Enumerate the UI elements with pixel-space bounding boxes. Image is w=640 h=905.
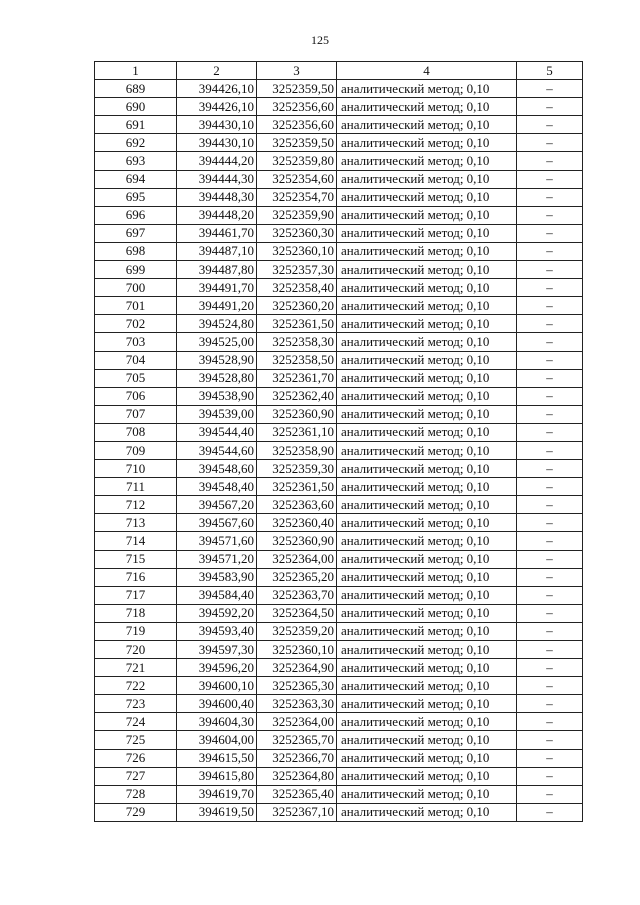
x-coordinate-cell: 394615,80	[177, 767, 257, 785]
y-coordinate-cell: 3252363,70	[257, 586, 337, 604]
point-number-cell: 689	[95, 80, 177, 98]
point-number-cell: 694	[95, 170, 177, 188]
table-row	[95, 134, 583, 152]
table-row	[95, 749, 583, 767]
note-cell: –	[517, 568, 583, 586]
x-coordinate-cell: 394461,70	[177, 224, 257, 242]
table-row	[95, 80, 583, 98]
table-row	[95, 152, 583, 170]
method-accuracy-cell: аналитический метод; 0,10	[337, 116, 517, 134]
point-number-cell: 704	[95, 351, 177, 369]
method-accuracy-cell: аналитический метод; 0,10	[337, 242, 517, 260]
x-coordinate-cell: 394567,20	[177, 496, 257, 514]
y-coordinate-cell: 3252359,20	[257, 622, 337, 640]
method-accuracy-cell: аналитический метод; 0,10	[337, 98, 517, 116]
point-number-cell: 729	[95, 803, 177, 821]
table-row	[95, 695, 583, 713]
note-cell: –	[517, 749, 583, 767]
method-accuracy-cell: аналитический метод; 0,10	[337, 803, 517, 821]
column-header-5: 5	[517, 62, 583, 80]
table-row	[95, 188, 583, 206]
table-row	[95, 514, 583, 532]
point-number-cell: 726	[95, 749, 177, 767]
point-number-cell: 692	[95, 134, 177, 152]
note-cell: –	[517, 315, 583, 333]
method-accuracy-cell: аналитический метод; 0,10	[337, 604, 517, 622]
y-coordinate-cell: 3252365,70	[257, 731, 337, 749]
coordinates-table	[94, 61, 583, 822]
table-row	[95, 677, 583, 695]
table-row	[95, 785, 583, 803]
point-number-cell: 708	[95, 423, 177, 441]
y-coordinate-cell: 3252361,10	[257, 423, 337, 441]
point-number-cell: 721	[95, 659, 177, 677]
method-accuracy-cell: аналитический метод; 0,10	[337, 369, 517, 387]
table-row	[95, 641, 583, 659]
y-coordinate-cell: 3252358,40	[257, 279, 337, 297]
table-row	[95, 242, 583, 260]
note-cell: –	[517, 785, 583, 803]
x-coordinate-cell: 394597,30	[177, 641, 257, 659]
x-coordinate-cell: 394604,30	[177, 713, 257, 731]
point-number-cell: 710	[95, 460, 177, 478]
note-cell: –	[517, 514, 583, 532]
y-coordinate-cell: 3252366,70	[257, 749, 337, 767]
table-row	[95, 767, 583, 785]
x-coordinate-cell: 394487,10	[177, 242, 257, 260]
x-coordinate-cell: 394444,30	[177, 170, 257, 188]
x-coordinate-cell: 394444,20	[177, 152, 257, 170]
point-number-cell: 714	[95, 532, 177, 550]
y-coordinate-cell: 3252360,90	[257, 405, 337, 423]
x-coordinate-cell: 394430,10	[177, 116, 257, 134]
x-coordinate-cell: 394619,50	[177, 803, 257, 821]
note-cell: –	[517, 170, 583, 188]
point-number-cell: 700	[95, 279, 177, 297]
x-coordinate-cell: 394491,70	[177, 279, 257, 297]
note-cell: –	[517, 80, 583, 98]
x-coordinate-cell: 394571,60	[177, 532, 257, 550]
x-coordinate-cell: 394600,40	[177, 695, 257, 713]
table-row	[95, 369, 583, 387]
method-accuracy-cell: аналитический метод; 0,10	[337, 659, 517, 677]
y-coordinate-cell: 3252358,50	[257, 351, 337, 369]
point-number-cell: 713	[95, 514, 177, 532]
method-accuracy-cell: аналитический метод; 0,10	[337, 622, 517, 640]
x-coordinate-cell: 394583,90	[177, 568, 257, 586]
y-coordinate-cell: 3252365,40	[257, 785, 337, 803]
table-row	[95, 423, 583, 441]
point-number-cell: 702	[95, 315, 177, 333]
x-coordinate-cell: 394593,40	[177, 622, 257, 640]
point-number-cell: 727	[95, 767, 177, 785]
column-header-2: 2	[177, 62, 257, 80]
table-row	[95, 803, 583, 821]
table-row	[95, 387, 583, 405]
method-accuracy-cell: аналитический метод; 0,10	[337, 785, 517, 803]
y-coordinate-cell: 3252354,60	[257, 170, 337, 188]
x-coordinate-cell: 394604,00	[177, 731, 257, 749]
y-coordinate-cell: 3252357,30	[257, 261, 337, 279]
method-accuracy-cell: аналитический метод; 0,10	[337, 460, 517, 478]
method-accuracy-cell: аналитический метод; 0,10	[337, 333, 517, 351]
y-coordinate-cell: 3252360,90	[257, 532, 337, 550]
x-coordinate-cell: 394544,60	[177, 441, 257, 459]
point-number-cell: 719	[95, 622, 177, 640]
y-coordinate-cell: 3252364,00	[257, 713, 337, 731]
table-row	[95, 622, 583, 640]
note-cell: –	[517, 134, 583, 152]
column-header-4: 4	[337, 62, 517, 80]
table-row	[95, 405, 583, 423]
method-accuracy-cell: аналитический метод; 0,10	[337, 170, 517, 188]
method-accuracy-cell: аналитический метод; 0,10	[337, 550, 517, 568]
method-accuracy-cell: аналитический метод; 0,10	[337, 478, 517, 496]
note-cell: –	[517, 279, 583, 297]
method-accuracy-cell: аналитический метод; 0,10	[337, 134, 517, 152]
method-accuracy-cell: аналитический метод; 0,10	[337, 749, 517, 767]
point-number-cell: 720	[95, 641, 177, 659]
method-accuracy-cell: аналитический метод; 0,10	[337, 586, 517, 604]
x-coordinate-cell: 394487,80	[177, 261, 257, 279]
method-accuracy-cell: аналитический метод; 0,10	[337, 405, 517, 423]
point-number-cell: 703	[95, 333, 177, 351]
point-number-cell: 716	[95, 568, 177, 586]
method-accuracy-cell: аналитический метод; 0,10	[337, 568, 517, 586]
x-coordinate-cell: 394619,70	[177, 785, 257, 803]
table-row	[95, 261, 583, 279]
page-number: 125	[311, 33, 329, 47]
y-coordinate-cell: 3252365,20	[257, 568, 337, 586]
method-accuracy-cell: аналитический метод; 0,10	[337, 224, 517, 242]
x-coordinate-cell: 394426,10	[177, 80, 257, 98]
point-number-cell: 707	[95, 405, 177, 423]
note-cell: –	[517, 496, 583, 514]
table-row	[95, 224, 583, 242]
x-coordinate-cell: 394426,10	[177, 98, 257, 116]
y-coordinate-cell: 3252364,90	[257, 659, 337, 677]
y-coordinate-cell: 3252354,70	[257, 188, 337, 206]
note-cell: –	[517, 532, 583, 550]
y-coordinate-cell: 3252358,90	[257, 441, 337, 459]
method-accuracy-cell: аналитический метод; 0,10	[337, 279, 517, 297]
note-cell: –	[517, 550, 583, 568]
x-coordinate-cell: 394548,40	[177, 478, 257, 496]
note-cell: –	[517, 713, 583, 731]
y-coordinate-cell: 3252364,00	[257, 550, 337, 568]
x-coordinate-cell: 394448,30	[177, 188, 257, 206]
note-cell: –	[517, 622, 583, 640]
note-cell: –	[517, 152, 583, 170]
point-number-cell: 715	[95, 550, 177, 568]
point-number-cell: 724	[95, 713, 177, 731]
method-accuracy-cell: аналитический метод; 0,10	[337, 496, 517, 514]
x-coordinate-cell: 394491,20	[177, 297, 257, 315]
table-row	[95, 98, 583, 116]
table-row	[95, 478, 583, 496]
table-row	[95, 731, 583, 749]
table-row	[95, 550, 583, 568]
method-accuracy-cell: аналитический метод; 0,10	[337, 731, 517, 749]
x-coordinate-cell: 394524,80	[177, 315, 257, 333]
x-coordinate-cell: 394525,00	[177, 333, 257, 351]
y-coordinate-cell: 3252363,30	[257, 695, 337, 713]
y-coordinate-cell: 3252362,40	[257, 387, 337, 405]
note-cell: –	[517, 423, 583, 441]
x-coordinate-cell: 394584,40	[177, 586, 257, 604]
method-accuracy-cell: аналитический метод; 0,10	[337, 767, 517, 785]
y-coordinate-cell: 3252359,80	[257, 152, 337, 170]
point-number-cell: 712	[95, 496, 177, 514]
note-cell: –	[517, 333, 583, 351]
y-coordinate-cell: 3252359,30	[257, 460, 337, 478]
note-cell: –	[517, 478, 583, 496]
point-number-cell: 722	[95, 677, 177, 695]
note-cell: –	[517, 351, 583, 369]
table-row	[95, 206, 583, 224]
point-number-cell: 711	[95, 478, 177, 496]
x-coordinate-cell: 394430,10	[177, 134, 257, 152]
y-coordinate-cell: 3252361,50	[257, 315, 337, 333]
method-accuracy-cell: аналитический метод; 0,10	[337, 695, 517, 713]
table-row	[95, 116, 583, 134]
note-cell: –	[517, 695, 583, 713]
y-coordinate-cell: 3252365,30	[257, 677, 337, 695]
method-accuracy-cell: аналитический метод; 0,10	[337, 206, 517, 224]
point-number-cell: 699	[95, 261, 177, 279]
method-accuracy-cell: аналитический метод; 0,10	[337, 441, 517, 459]
table-row	[95, 279, 583, 297]
method-accuracy-cell: аналитический метод; 0,10	[337, 423, 517, 441]
x-coordinate-cell: 394538,90	[177, 387, 257, 405]
point-number-cell: 698	[95, 242, 177, 260]
table-row	[95, 170, 583, 188]
note-cell: –	[517, 767, 583, 785]
table-row	[95, 532, 583, 550]
note-cell: –	[517, 242, 583, 260]
method-accuracy-cell: аналитический метод; 0,10	[337, 514, 517, 532]
note-cell: –	[517, 369, 583, 387]
point-number-cell: 696	[95, 206, 177, 224]
x-coordinate-cell: 394615,50	[177, 749, 257, 767]
method-accuracy-cell: аналитический метод; 0,10	[337, 152, 517, 170]
point-number-cell: 701	[95, 297, 177, 315]
note-cell: –	[517, 659, 583, 677]
table-row	[95, 460, 583, 478]
x-coordinate-cell: 394548,60	[177, 460, 257, 478]
x-coordinate-cell: 394539,00	[177, 405, 257, 423]
y-coordinate-cell: 3252360,40	[257, 514, 337, 532]
y-coordinate-cell: 3252356,60	[257, 116, 337, 134]
column-header-3: 3	[257, 62, 337, 80]
y-coordinate-cell: 3252359,90	[257, 206, 337, 224]
x-coordinate-cell: 394600,10	[177, 677, 257, 695]
y-coordinate-cell: 3252364,80	[257, 767, 337, 785]
method-accuracy-cell: аналитический метод; 0,10	[337, 80, 517, 98]
note-cell: –	[517, 98, 583, 116]
table-row	[95, 496, 583, 514]
note-cell: –	[517, 116, 583, 134]
method-accuracy-cell: аналитический метод; 0,10	[337, 351, 517, 369]
note-cell: –	[517, 641, 583, 659]
y-coordinate-cell: 3252360,30	[257, 224, 337, 242]
note-cell: –	[517, 604, 583, 622]
table-row	[95, 659, 583, 677]
point-number-cell: 695	[95, 188, 177, 206]
x-coordinate-cell: 394567,60	[177, 514, 257, 532]
method-accuracy-cell: аналитический метод; 0,10	[337, 532, 517, 550]
y-coordinate-cell: 3252367,10	[257, 803, 337, 821]
method-accuracy-cell: аналитический метод; 0,10	[337, 387, 517, 405]
point-number-cell: 693	[95, 152, 177, 170]
point-number-cell: 709	[95, 441, 177, 459]
point-number-cell: 728	[95, 785, 177, 803]
y-coordinate-cell: 3252360,10	[257, 242, 337, 260]
x-coordinate-cell: 394592,20	[177, 604, 257, 622]
point-number-cell: 706	[95, 387, 177, 405]
note-cell: –	[517, 261, 583, 279]
table-row	[95, 333, 583, 351]
note-cell: –	[517, 405, 583, 423]
note-cell: –	[517, 731, 583, 749]
note-cell: –	[517, 586, 583, 604]
table-row	[95, 604, 583, 622]
x-coordinate-cell: 394544,40	[177, 423, 257, 441]
note-cell: –	[517, 387, 583, 405]
x-coordinate-cell: 394571,20	[177, 550, 257, 568]
table-header-row	[95, 62, 583, 80]
table-row	[95, 351, 583, 369]
point-number-cell: 705	[95, 369, 177, 387]
point-number-cell: 718	[95, 604, 177, 622]
y-coordinate-cell: 3252358,30	[257, 333, 337, 351]
note-cell: –	[517, 441, 583, 459]
table-body	[95, 80, 583, 822]
y-coordinate-cell: 3252364,50	[257, 604, 337, 622]
x-coordinate-cell: 394528,90	[177, 351, 257, 369]
note-cell: –	[517, 224, 583, 242]
method-accuracy-cell: аналитический метод; 0,10	[337, 641, 517, 659]
method-accuracy-cell: аналитический метод; 0,10	[337, 713, 517, 731]
note-cell: –	[517, 803, 583, 821]
point-number-cell: 725	[95, 731, 177, 749]
y-coordinate-cell: 3252359,50	[257, 80, 337, 98]
note-cell: –	[517, 206, 583, 224]
method-accuracy-cell: аналитический метод; 0,10	[337, 297, 517, 315]
table-row	[95, 586, 583, 604]
method-accuracy-cell: аналитический метод; 0,10	[337, 677, 517, 695]
note-cell: –	[517, 188, 583, 206]
y-coordinate-cell: 3252359,50	[257, 134, 337, 152]
method-accuracy-cell: аналитический метод; 0,10	[337, 315, 517, 333]
column-header-1: 1	[95, 62, 177, 80]
y-coordinate-cell: 3252356,60	[257, 98, 337, 116]
point-number-cell: 717	[95, 586, 177, 604]
table-row	[95, 441, 583, 459]
point-number-cell: 723	[95, 695, 177, 713]
note-cell: –	[517, 460, 583, 478]
x-coordinate-cell: 394596,20	[177, 659, 257, 677]
table-row	[95, 315, 583, 333]
point-number-cell: 691	[95, 116, 177, 134]
y-coordinate-cell: 3252360,10	[257, 641, 337, 659]
table-row	[95, 297, 583, 315]
method-accuracy-cell: аналитический метод; 0,10	[337, 261, 517, 279]
note-cell: –	[517, 297, 583, 315]
method-accuracy-cell: аналитический метод; 0,10	[337, 188, 517, 206]
point-number-cell: 690	[95, 98, 177, 116]
y-coordinate-cell: 3252360,20	[257, 297, 337, 315]
y-coordinate-cell: 3252363,60	[257, 496, 337, 514]
point-number-cell: 697	[95, 224, 177, 242]
table-row	[95, 713, 583, 731]
table-row	[95, 568, 583, 586]
x-coordinate-cell: 394528,80	[177, 369, 257, 387]
y-coordinate-cell: 3252361,50	[257, 478, 337, 496]
x-coordinate-cell: 394448,20	[177, 206, 257, 224]
note-cell: –	[517, 677, 583, 695]
y-coordinate-cell: 3252361,70	[257, 369, 337, 387]
